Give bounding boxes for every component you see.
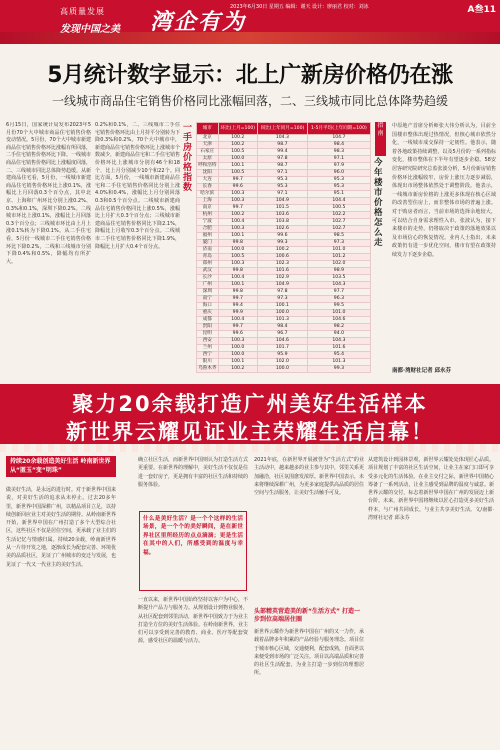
table-cell: 100.2 <box>218 135 258 142</box>
table-cell: 95.3 <box>258 177 308 184</box>
table-row <box>197 142 371 149</box>
table-cell: 96.0 <box>307 170 370 177</box>
table-cell: 重庆 <box>197 310 219 317</box>
table-cell: 西宁 <box>197 352 219 359</box>
table-cell: 95.4 <box>307 352 370 359</box>
table-cell: 99.3 <box>258 240 308 247</box>
table-cell: 101.5 <box>258 205 308 212</box>
section-heading-1: 持续20余载创造美好生活 岭南新世界从“匿玉”变“明珠” <box>6 456 116 477</box>
table-cell: 95.1 <box>307 191 370 198</box>
article1-sidebar-text: 中原地产首席分析师张大伟分析认为，目前全国楼市整体出现过热情况，但核心城市依然分化，一线城市成交保持一定韧性。他表示，随着各地政策持续调整，以及5月份的一系列指标变化，楼市整体在下半年有望逐步企稳。58安居客研究院研究总监张波分析，5月份新房销售价格环比涨幅收窄，房价上涨压力逐步减弱，体现出市场整体依然处于调整阶段。他表示，一线城市新房价格的上涨更多体现在核心区域的改善型住房上，而非整体市场的普遍上涨。对于购房者而言，当前市场的选择余地较大，可以结合自身需求理性入市。张波认为，接下来楼市的走势，仍将取决于政策的落地效果以及市场信心的恢复情况。业内人士指出，未来政策仍有进一步优化空间，楼市有望在政策持续发力下逐步企稳。 <box>392 123 496 258</box>
table-cell: 99.8 <box>218 268 258 275</box>
table-cell: 100.1 <box>218 233 258 240</box>
table-cell: 95.9 <box>258 352 308 359</box>
table-cell: 100.5 <box>307 205 370 212</box>
table-cell: 99.7 <box>218 324 258 331</box>
table-cell: 青岛 <box>197 254 219 261</box>
table-cell: 101.0 <box>307 310 370 317</box>
table-cell: 100.2 <box>258 247 308 254</box>
table-cell: 104.3 <box>307 338 370 345</box>
table-cell: 哈尔滨 <box>197 191 219 198</box>
table-row <box>197 310 371 317</box>
ad-banner <box>0 384 500 444</box>
table-cell: 104.4 <box>307 198 370 205</box>
table-cell: 100.5 <box>218 170 258 177</box>
table-cell: 乌鲁木齐 <box>198 366 217 371</box>
table-cell: 郑州 <box>197 261 219 268</box>
table-row <box>197 254 371 261</box>
table-cell: 100.0 <box>258 366 308 373</box>
table-header-row <box>197 123 371 135</box>
banner-pattern-divider <box>0 444 500 452</box>
masthead <box>0 0 500 44</box>
table-cell: 太原 <box>197 156 219 163</box>
main-subhead: 一线城市商品住宅销售价格同比涨幅回落，二、三线城市同比总体降势趋缓 <box>51 94 448 108</box>
table-row <box>197 289 371 296</box>
table-row <box>197 324 371 331</box>
table-cell: 104.9 <box>258 282 308 289</box>
table-cell: 104.7 <box>307 135 370 142</box>
price-index-table <box>196 122 371 373</box>
table-cell: 福州 <box>197 233 219 240</box>
issue-info: 2023年6月30日 星期五 编辑：谢天 设计：廖丽君 校对：刘冰 <box>230 4 369 10</box>
table-row <box>197 352 371 359</box>
table-cell: 100.3 <box>218 191 258 198</box>
table-cell: 西安 <box>197 338 219 345</box>
table-cell: 99.6 <box>218 184 258 191</box>
table-cell: 103.8 <box>258 219 308 226</box>
table-cell: 95.3 <box>307 184 370 191</box>
table-cell: 95.3 <box>307 177 370 184</box>
table-cell: 呼和浩特 <box>198 163 217 168</box>
table-cell: 104.6 <box>258 338 308 345</box>
table-cell: 99.9 <box>218 310 258 317</box>
table-cell: 98.9 <box>307 268 370 275</box>
table-cell: 104.3 <box>258 135 308 142</box>
table-row <box>197 366 371 373</box>
table-cell: 103.5 <box>307 275 370 282</box>
column-logo: 湾企有为 <box>150 10 247 35</box>
table-cell: 98.4 <box>307 142 370 149</box>
table-row <box>197 177 371 184</box>
table-cell: 99.7 <box>218 205 258 212</box>
table-cell: 沈阳 <box>197 170 219 177</box>
article2-column-2b: 一直以来，新世界中国始终坚持以客户为中心，不断提升产品力与服务力。从规划设计到物业服务，从社区配套到邻里活动，新世界中国致力于为业主打造全方位的美好生活体验。在岭南新世界，业主们可以享受到完善的教育、商业、医疗等配套资源，感受社区的温暖与活力。 <box>138 597 248 645</box>
table-cell: 杭州 <box>197 212 219 219</box>
table-row <box>197 240 371 247</box>
table-cell: 100.2 <box>218 212 258 219</box>
table-cell: 99.5 <box>307 303 370 310</box>
table-row <box>197 359 371 366</box>
table-cell: 贵阳 <box>197 324 219 331</box>
table-cell: 97.1 <box>258 170 308 177</box>
table-row <box>197 268 371 275</box>
table-cell: 98.5 <box>307 233 370 240</box>
table-cell: 99.8 <box>218 289 258 296</box>
table-cell: 103.6 <box>258 212 308 219</box>
table-row <box>197 226 371 233</box>
table-cell: 100.3 <box>218 338 258 345</box>
table-row <box>197 135 371 142</box>
table-cell: 95.3 <box>258 184 308 191</box>
table-cell: 100.0 <box>218 156 258 163</box>
table-row <box>197 247 371 254</box>
table-cell: 98.3 <box>307 149 370 156</box>
table-row <box>197 345 371 352</box>
table-row <box>197 163 371 170</box>
table-cell: 98.7 <box>258 142 308 149</box>
table-header-cell: 1-5月平均(上年同期=100) <box>307 123 370 135</box>
table-cell: 100.3 <box>218 261 258 268</box>
table-cell: 100.1 <box>218 359 258 366</box>
table-cell: 99.6 <box>218 331 258 338</box>
table-cell: 99.3 <box>307 366 370 373</box>
table-cell: 94.0 <box>307 331 370 338</box>
table-cell: 102.9 <box>258 275 308 282</box>
table-cell: 成都 <box>197 317 219 324</box>
banner-headline-2: 新世界云耀见证业主荣耀生活启幕！ <box>66 420 434 444</box>
table-cell: 98.7 <box>258 163 308 170</box>
table-cell: 100.0 <box>258 310 308 317</box>
table-cell: 97.1 <box>258 191 308 198</box>
table-cell: 96.7 <box>258 331 308 338</box>
table-cell: 99.4 <box>258 149 308 156</box>
table-cell: 南京 <box>197 205 219 212</box>
table-cell: 北京 <box>197 135 219 142</box>
table-row <box>197 338 371 345</box>
table-cell: 98.4 <box>258 324 308 331</box>
table-cell: 上海 <box>197 198 219 205</box>
table-cell: 97.8 <box>258 156 308 163</box>
table-cell: 100.3 <box>218 198 258 205</box>
table-header-cell: 环比(上月=100) <box>218 123 258 135</box>
page-number: A叁11 <box>467 5 496 15</box>
table-cell: 长春 <box>197 184 219 191</box>
table-cell: 97.1 <box>307 156 370 163</box>
table-cell: 102.3 <box>258 261 308 268</box>
table-cell: 101.3 <box>258 317 308 324</box>
table-cell: 96.3 <box>307 296 370 303</box>
table-cell: 100.1 <box>218 163 258 170</box>
table-side-label: 一手房价格指数 <box>183 123 193 193</box>
table-cell: 104.3 <box>307 282 370 289</box>
table-cell: 99.8 <box>218 240 258 247</box>
main-headline: 5月统计数字显示：北上广新房价格仍在涨 <box>47 63 453 88</box>
table-row <box>197 212 371 219</box>
table-cell: 102.7 <box>307 226 370 233</box>
table-row <box>197 184 371 191</box>
table-cell: 99.6 <box>258 233 308 240</box>
table-row <box>197 296 371 303</box>
sidebar-badge: 指南 <box>375 122 386 156</box>
table-cell: 101.2 <box>307 254 370 261</box>
table-row <box>197 149 371 156</box>
table-cell: 101.0 <box>307 247 370 254</box>
table-row <box>197 198 371 205</box>
section-title-line2: 发现中国之美 <box>60 24 120 35</box>
article1-byline: 南都·湾财社记者 邱永芬 <box>392 368 452 374</box>
table-row <box>197 303 371 310</box>
sidebar-title: 今年楼市价格怎么走 <box>374 158 383 248</box>
table-cell: 兰州 <box>197 345 219 352</box>
article2-column-2a: 确立社区生活，而新世界中国则认为打造生活方式更重要。在新世界的理解中，美好生活不仅仅是住进一套好房子，更是拥有丰富的社区生活和持续的服务体验。 <box>138 457 248 488</box>
table-cell: 大连 <box>197 177 219 184</box>
table-cell: 99.7 <box>218 296 258 303</box>
section-title-line1: 高质量发展 <box>60 7 105 16</box>
table-cell: 100.6 <box>258 254 308 261</box>
table-cell: 深圳 <box>197 289 219 296</box>
table-cell: 昆明 <box>197 331 219 338</box>
table-cell: 南宁 <box>197 296 219 303</box>
table-row <box>197 205 371 212</box>
table-cell: 100.0 <box>218 345 258 352</box>
table-body <box>197 135 371 373</box>
table-cell: 99.7 <box>218 177 258 184</box>
table-cell: 合肥 <box>197 226 219 233</box>
table-cell: 97.9 <box>307 163 370 170</box>
table-cell: 宁波 <box>197 219 219 226</box>
table-cell: 100.1 <box>218 282 258 289</box>
table-row <box>197 261 371 268</box>
table-cell: 石家庄 <box>197 149 219 156</box>
table-row <box>197 331 371 338</box>
table-cell: 97.8 <box>258 289 308 296</box>
table-row <box>197 156 371 163</box>
banner-headline-1: 聚力20余载打造广州美好生活样本 <box>72 392 428 416</box>
table-cell: 广州 <box>197 282 219 289</box>
table-cell: 海口 <box>197 303 219 310</box>
table-row <box>197 275 371 282</box>
table-cell: 100.5 <box>218 149 258 156</box>
table-cell: 100.4 <box>218 275 258 282</box>
table-cell: 100.4 <box>218 219 258 226</box>
table-cell: 104.9 <box>258 198 308 205</box>
table-cell: 102.7 <box>307 219 370 226</box>
table-header-cell: 同比(上年同月=100) <box>258 123 308 135</box>
table-row <box>197 191 371 198</box>
table-cell: 济南 <box>197 247 219 254</box>
table-cell: 101.6 <box>258 268 308 275</box>
table-cell: 102.6 <box>258 226 308 233</box>
table-row <box>197 233 371 240</box>
table-row <box>197 317 371 324</box>
article2-column-3a: 2021年底，在新世界开展被誉为“生活方式”的业主活动中，越来越多的业主参与其中，邻里关系更加融洽，社区氛围愈发浓厚。新世界中国表示，未来将继续深耕广州，为更多家庭提供高品质的居住空间与生活服务，让美好生活触手可及。 <box>254 457 364 497</box>
table-cell: 100.2 <box>218 366 258 373</box>
table-cell: 100.5 <box>218 254 258 261</box>
table-row <box>197 219 371 226</box>
article1-column-1: 6月15日，国家统计局发布2023年5月份70个大中城市商品住宅销售价格变动情况。5月份，70个大中城市新建商品住宅销售价格环比涨幅有所回落，二手住宅销售价格环比下降。一线城市商品住宅销售价格同比上涨幅度回落，二、三线城市同比总体降势趋缓。从新建商品住宅看，5月份，一线城市新建商品住宅销售价格环比上涨0.1%，涨幅比上月回落0.3个百分点，其中北京、上海和广州环比分别上涨0.2%、0.3%和0.1%，深圳下降0.2%。二线城市环比上涨0.1%，涨幅比上月回落0.3个百分点；三线城市环比由上月上涨0.1%转为下降0.1%。从二手住宅看，5月份一线城市二手住宅销售价格环比下降0.2%，二线和三线城市分别下降0.4%和0.5%，降幅均有所扩大。 <box>6 122 91 265</box>
table-cell: 98.2 <box>307 324 370 331</box>
table-cell: 100.4 <box>218 317 258 324</box>
table-cell: 97.3 <box>258 296 308 303</box>
article1-column-2: 0.2%和0.1%，二、三线城市二手住宅销售价格环比由上月持平分别转为下降0.3%和0.2%。70个大中城市中，新建商品住宅销售价格环比上涨城市个数减少，新建商品住宅和二手住宅销售价格环比上涨城市分别有46个和18个，比上月分别减少10个和22个。同比方面，5月份，一线城市新建商品住宅和二手住宅销售价格同比分别上涨4.0%和0.4%，涨幅比上月分别回落0.3和0.5个百分点。二线城市新建商品住宅销售价格同比上涨0.5%，涨幅比上月扩大0.3个百分点；三线城市新建商品住宅销售价格同比下降2.1%，降幅比上月收窄0.3个百分点。二线城市二手住宅销售价格同比下降1.9%，降幅比上月扩大0.4个百分点。 <box>95 122 180 250</box>
table-cell: 银川 <box>197 359 219 366</box>
table-cell: 100.1 <box>258 303 308 310</box>
table-cell: 102.0 <box>307 261 370 268</box>
table-cell: 102.2 <box>307 212 370 219</box>
table-cell: 厦门 <box>197 240 219 247</box>
article2-column-1: 做美好生活，是永远的进行时。对于新世界中国来说，对美好生活的追求从未停止。过去20多年里，新世界中国深耕广州，以精品项目立足，以持续创新回应业主对美好生活的期待。从岭南新世界开始，新世界中国在广州打造了多个大型综合社区，这些社区不仅是居住空间，更承载了业主们的生活记忆与情感归属。持续20余载，岭南新世界从一片待开发之地，逐渐成长为配套完善、环境优美的品质社区，见证了广州城市的变迁与发展，也见证了一代又一代业主的美好生活。 <box>6 487 116 568</box>
section-heading-2: 头部精英营造美的新“生活方式” 打造一步到位高端居住圈 <box>254 608 360 623</box>
table-cell: 100.2 <box>218 142 258 149</box>
table-cell: 101.6 <box>307 345 370 352</box>
table-row <box>197 282 371 289</box>
table-cell: 104.6 <box>307 317 370 324</box>
table-cell: 武汉 <box>197 268 219 275</box>
table-cell: 天津 <box>197 142 219 149</box>
table-cell: 102.0 <box>258 359 308 366</box>
pull-quote: 什么是美好生活？是一个个这样的生活场景，是一个个的美好瞬间，是在新世界社区里所经历的点点滴滴；更是生活在其中的人们，所感受到的温度与幸福。 <box>139 511 247 591</box>
table-cell: 97.3 <box>307 240 370 247</box>
article2-column-3b: 新世界云耀作为新世界中国在广州的又一力作，承载着品牌多年积累的产品经验与服务理念。项目位于城市核心区域，交通便利，配套成熟，自面世以来便受到市场的广泛关注。项目以高端品质和完善的社区生活配套，为业主打造一步到位的理想居所。 <box>254 629 364 677</box>
table-cell: 100.0 <box>218 352 258 359</box>
article2-column-4: 从建筑设计到园林景观，新世界云耀处处体现匠心品质。项目规划了丰富的社区生活空间，让业主在家门口即可享受多元化的生活体验。在业主交付之际，新世界中国精心筹备了一系列活动，让业主感受到品牌的温度与诚意。新世界云耀的交付，标志着新世界中国在广州的发展迈上新台阶。未来，新世界中国将继续以匠心打造更多美好生活样本，与广州共同成长，与业主共享美好生活。文/南都·湾财社记者 邱永芬 <box>368 457 494 522</box>
table-header-cell: 城市 <box>197 123 219 135</box>
table-cell: 长沙 <box>197 275 219 282</box>
table-cell: 100.3 <box>218 226 258 233</box>
table-cell: 99.4 <box>218 303 258 310</box>
table-cell: 97.7 <box>307 289 370 296</box>
table-cell: 101.7 <box>258 345 308 352</box>
table-cell: 101.3 <box>307 359 370 366</box>
table-row <box>197 170 371 177</box>
table-cell: 100.0 <box>218 247 258 254</box>
